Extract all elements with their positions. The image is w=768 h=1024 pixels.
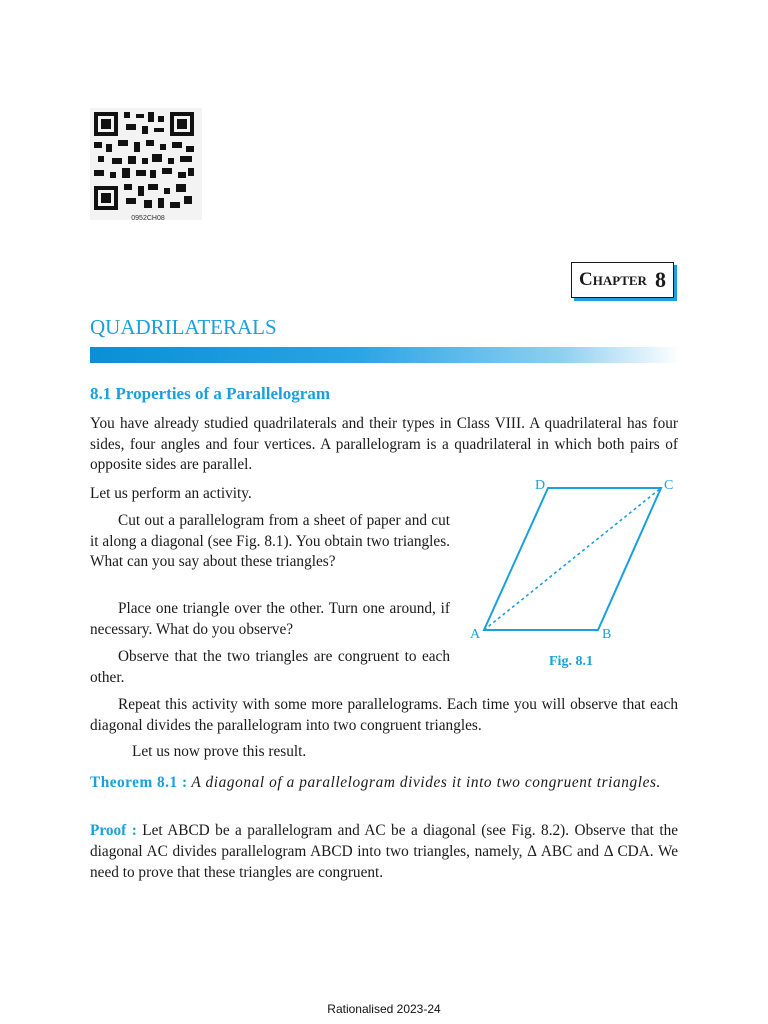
vertex-label-a: A [470,627,481,642]
theorem-block [90,772,678,793]
page-footer: Rationalised 2023-24 [327,1002,441,1016]
proof-block [90,820,678,883]
observe-paragraph: Observe that the two triangles are congruent to each other. [90,648,450,686]
repeat-paragraph: Repeat this activity with some more parallelograms. Each time you will observe that each diagonal divides the parallelogram into two congruent triangles. [90,696,678,734]
chapter-title: QUADRILATERALS [90,315,277,339]
theorem-text: A diagonal of a parallelogram divides it into two congruent triangles. [191,774,661,791]
chapter-badge [571,262,674,298]
prove-paragraph: Let us now prove this result. [132,743,307,760]
figure-caption: Fig. 8.1 [549,654,593,669]
intro-paragraph: You have already studied quadrilaterals and their types in Class VIII. A quadrilateral has four sides, four angles and four vertices. A parallelogram is a quadrilateral in which both pairs of opposite sides are parallel. [90,415,678,473]
vertex-label-b: B [602,627,612,642]
place-paragraph: Place one triangle over the other. Turn one around, if necessary. What do you observe? [90,600,450,638]
title-gradient-bar [90,347,680,363]
figure-parallelogram [466,472,686,652]
chapter-word: Chapter [579,269,647,290]
section-heading: 8.1 Properties of a Parallelogram [90,384,330,403]
proof-text: Let ABCD be a parallelogram and AC be a diagonal (see Fig. 8.2). Observe that the diagonal AC divides parallelogram ABCD into two triangles, namely, Δ ABC and Δ CDA. We need to prove that these triangles are congruent. [90,822,679,881]
proof-label: Proof : [90,822,137,839]
diagonal-ac [484,488,661,630]
qr-code-label: 0952CH08 [131,215,165,222]
theorem-label: Theorem 8.1 : [90,774,188,791]
activity-paragraph: Let us perform an activity. [90,485,252,502]
chapter-number: 8 [654,267,666,292]
qr-code-image [90,108,202,220]
cut-paragraph: Cut out a parallelogram from a sheet of paper and cut it along a diagonal (see Fig. 8.1). You obtain two triangles. What can you say about these triangles? [90,512,450,570]
vertex-label-d: D [535,478,546,493]
vertex-label-c: C [664,478,674,493]
